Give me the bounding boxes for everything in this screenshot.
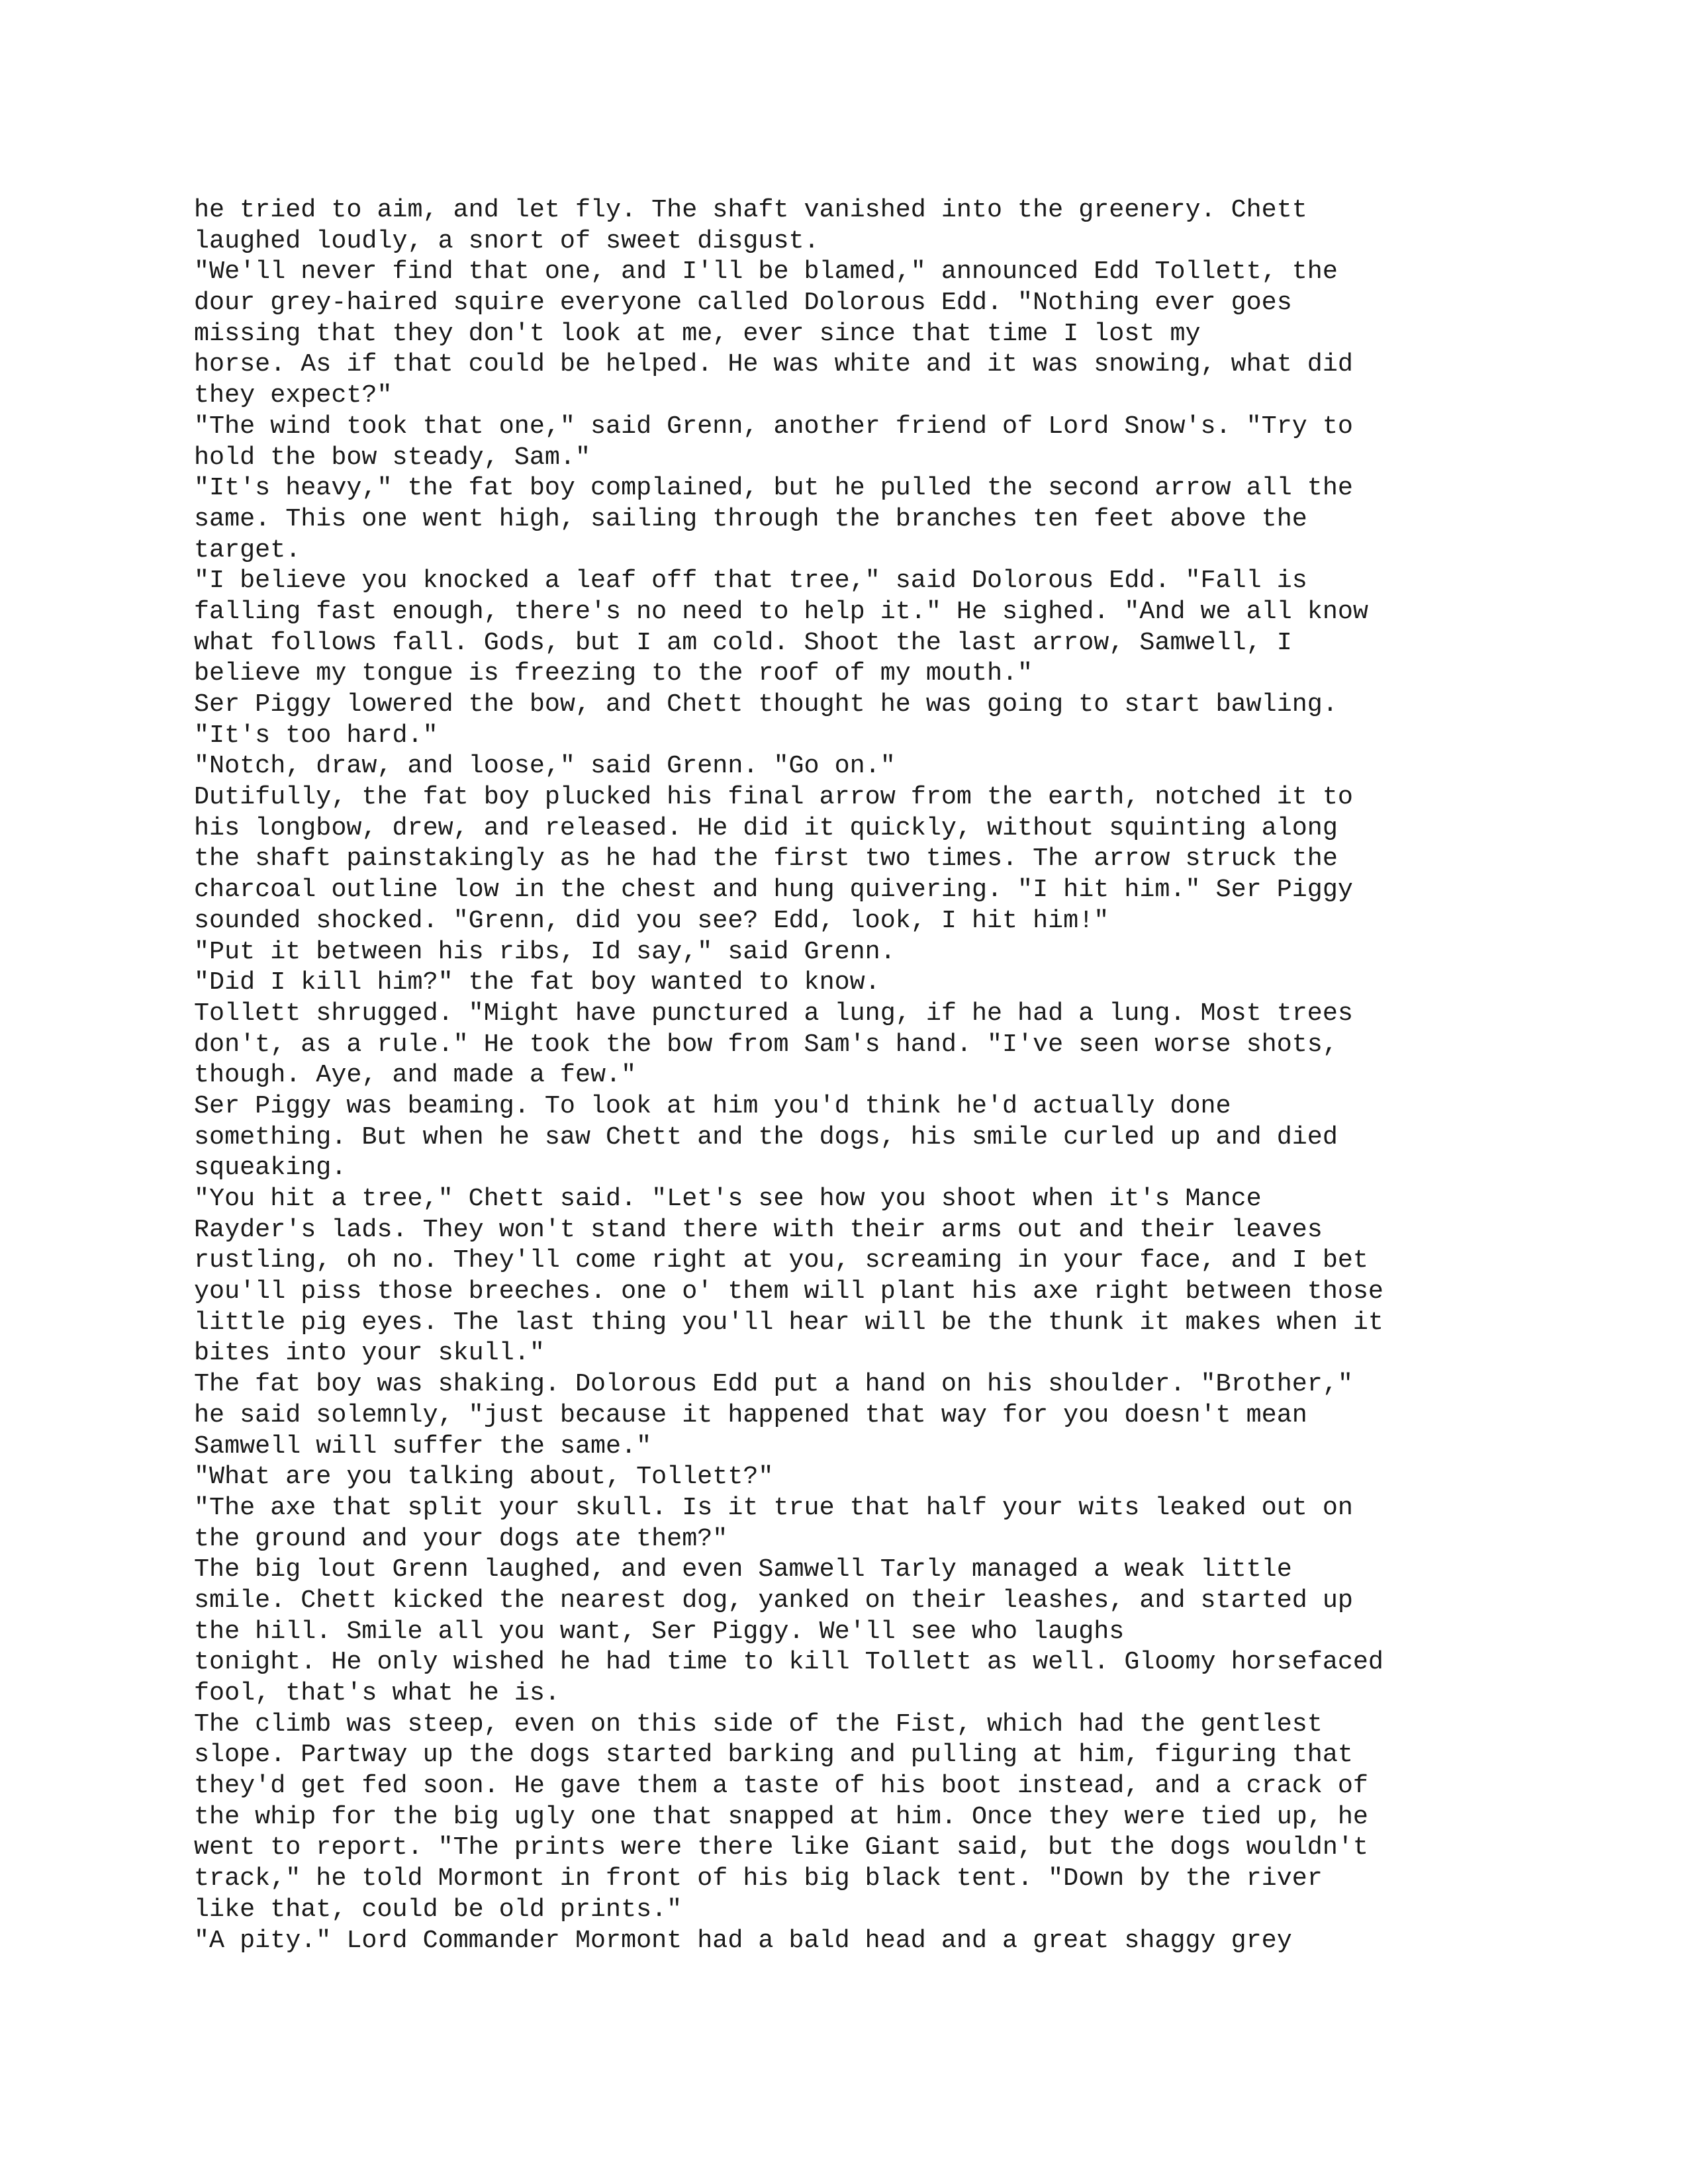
text-line: the hill. Smile all you want, Ser Piggy. We'll see who laughs [194, 1616, 1125, 1646]
text-line: he said solemnly, "just because it happened that way for you doesn't mean [194, 1400, 1307, 1430]
text-line: "Notch, draw, and loose," said Grenn. "Go on." [194, 751, 896, 781]
text-line: tonight. He only wished he had time to kill Tollett as well. Gloomy horsefaced [194, 1647, 1383, 1677]
text-line: missing that they don't look at me, ever since that time I lost my [194, 318, 1201, 348]
text-line: went to report. "The prints were there like Giant said, but the dogs wouldn't [194, 1833, 1368, 1862]
text-line: the shaft painstakingly as he had the first two times. The arrow struck the [194, 844, 1338, 874]
text-line: the ground and your dogs ate them?" [194, 1524, 728, 1553]
text-line: Ser Piggy was beaming. To look at him you'd think he'd actually done [194, 1091, 1231, 1120]
text-line: they'd get fed soon. He gave them a taste of his boot instead, and a crack of [194, 1771, 1368, 1801]
text-line: The climb was steep, even on this side of the Fist, which had the gentlest [194, 1709, 1323, 1739]
text-line: sounded shocked. "Grenn, did you see? Edd, look, I hit him!" [194, 905, 1109, 935]
text-line: he tried to aim, and let fly. The shaft vanished into the greenery. Chett [194, 195, 1307, 224]
text-line: fool, that's what he is. [194, 1678, 560, 1707]
text-line: though. Aye, and made a few." [194, 1060, 637, 1090]
text-line: "What are you talking about, Tollett?" [194, 1462, 774, 1492]
text-line: they expect?" [194, 381, 393, 410]
text-line: you'll piss those breeches. one o' them will plant his axe right between those [194, 1277, 1383, 1306]
text-line: bites into your skull." [194, 1338, 545, 1368]
text-line: track," he told Mormont in front of his big black tent. "Down by the river [194, 1864, 1323, 1893]
text-line: Rayder's lads. They won't stand there with their arms out and their leaves [194, 1214, 1323, 1244]
body-text [194, 195, 1518, 1956]
text-line: "We'll never find that one, and I'll be blamed," announced Edd Tollett, the [194, 257, 1338, 287]
text-line: The fat boy was shaking. Dolorous Edd put a hand on his shoulder. "Brother," [194, 1369, 1353, 1399]
text-line: laughed loudly, a snort of sweet disgust. [194, 226, 820, 255]
text-line: squeaking. [194, 1153, 347, 1183]
text-line: something. But when he saw Chett and the dogs, his smile curled up and died [194, 1122, 1338, 1152]
text-line: The big lout Grenn laughed, and even Samwell Tarly managed a weak little [194, 1555, 1292, 1584]
text-line: "Put it between his ribs, Id say," said Grenn. [194, 936, 896, 966]
text-line: horse. As if that could be helped. He was white and it was snowing, what did [194, 349, 1353, 379]
text-line: "I believe you knocked a leaf off that tree," said Dolorous Edd. "Fall is [194, 566, 1307, 596]
text-line: "The axe that split your skull. Is it true that half your wits leaked out on [194, 1492, 1353, 1522]
text-line: charcoal outline low in the chest and hung quivering. "I hit him." Ser Piggy [194, 875, 1353, 905]
text-line: his longbow, drew, and released. He did it quickly, without squinting along [194, 813, 1338, 842]
text-line: same. This one went high, sailing through the branches ten feet above the [194, 504, 1307, 533]
text-line: slope. Partway up the dogs started barking and pulling at him, figuring that [194, 1740, 1353, 1770]
text-line: dour grey-haired squire everyone called Dolorous Edd. "Nothing ever goes [194, 288, 1292, 318]
text-line: "Did I kill him?" the fat boy wanted to know. [194, 968, 880, 997]
text-line: like that, could be old prints." [194, 1894, 682, 1924]
text-line: "It's heavy," the fat boy complained, but he pulled the second arrow all the [194, 473, 1353, 503]
text-line: "The wind took that one," said Grenn, another friend of Lord Snow's. "Try to [194, 411, 1353, 441]
text-line: Tollett shrugged. "Might have punctured a lung, if he had a lung. Most trees [194, 998, 1353, 1028]
text-line: "A pity." Lord Commander Mormont had a bald head and a great shaggy grey [194, 1925, 1292, 1955]
text-line: Ser Piggy lowered the bow, and Chett thought he was going to start bawling. [194, 690, 1338, 719]
text-line: "It's too hard." [194, 720, 438, 750]
text-line: smile. Chett kicked the nearest dog, yanked on their leashes, and started up [194, 1585, 1353, 1615]
text-line: hold the bow steady, Sam." [194, 442, 590, 472]
text-line: little pig eyes. The last thing you'll hear will be the thunk it makes when it [194, 1307, 1383, 1337]
text-line: Samwell will suffer the same." [194, 1431, 652, 1461]
text-line: don't, as a rule." He took the bow from Sam's hand. "I've seen worse shots, [194, 1029, 1338, 1059]
text-line: the whip for the big ugly one that snapped at him. Once they were tied up, he [194, 1801, 1368, 1831]
text-line: what follows fall. Gods, but I am cold. Shoot the last arrow, Samwell, I [194, 627, 1292, 657]
text-line: believe my tongue is freezing to the roof of my mouth." [194, 659, 1033, 688]
text-line: rustling, oh no. They'll come right at you, screaming in your face, and I bet [194, 1246, 1368, 1275]
text-line: target. [194, 535, 301, 565]
text-line: Dutifully, the fat boy plucked his final arrow from the earth, notched it to [194, 782, 1353, 812]
text-line: falling fast enough, there's no need to help it." He sighed. "And we all know [194, 596, 1368, 626]
text-line: "You hit a tree," Chett said. "Let's see how you shoot when it's Mance [194, 1184, 1262, 1213]
